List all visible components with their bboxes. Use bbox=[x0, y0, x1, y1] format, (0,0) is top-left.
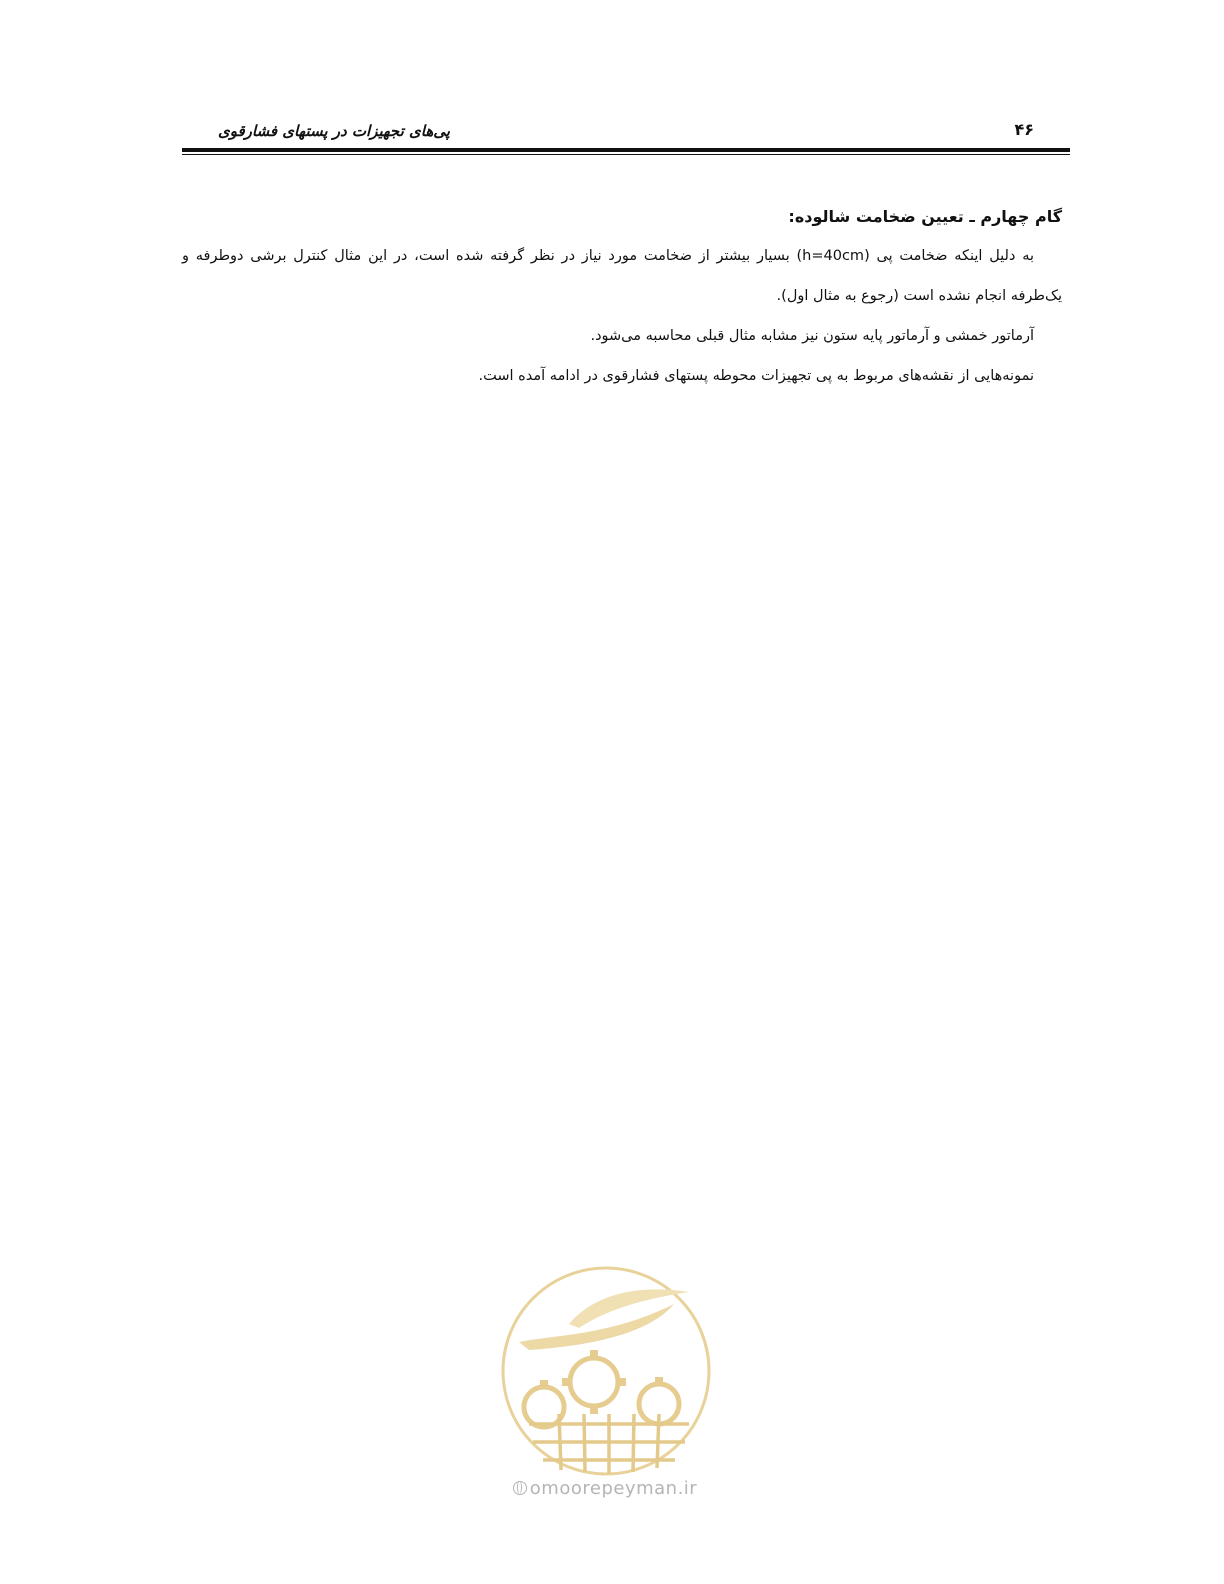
watermark-logo bbox=[499, 1264, 713, 1478]
section-heading: گام چهارم ـ تعیین ضخامت شالوده: bbox=[788, 207, 1062, 226]
watermark-caption bbox=[470, 1478, 740, 1499]
running-header bbox=[182, 118, 1070, 152]
paragraph-reinforcement: آرماتور خمشی و آرماتور پایه ستون نیز مشابه مثال قبلی محاسبه می‌شود. bbox=[590, 328, 1034, 344]
watermark-url: omoorepeyman.ir bbox=[529, 1478, 698, 1499]
running-header-title: پی‌های تجهیزات در پستهای فشارقوی bbox=[218, 122, 450, 140]
header-rule-thick bbox=[182, 148, 1070, 152]
paragraph-shear-check: به دلیل اینکه ضخامت پی (h=40cm) بسیار بیشتر از ضخامت مورد نیاز در نظر گرفته شده است، در این مثال کنترل برشی دوطرفه و یک‌طرفه انجام نشده است (رجوع به مثال اول). bbox=[182, 248, 1062, 304]
header-rule-thin bbox=[182, 154, 1070, 155]
page-content bbox=[182, 200, 1062, 396]
globe-icon bbox=[513, 1481, 527, 1495]
page-number: ۴۶ bbox=[1014, 120, 1034, 139]
paragraph-drawings-note: نمونه‌هایی از نقشه‌های مربوط به پی تجهیزات محوطه پستهای فشارقوی در ادامه آمده است. bbox=[478, 368, 1034, 384]
